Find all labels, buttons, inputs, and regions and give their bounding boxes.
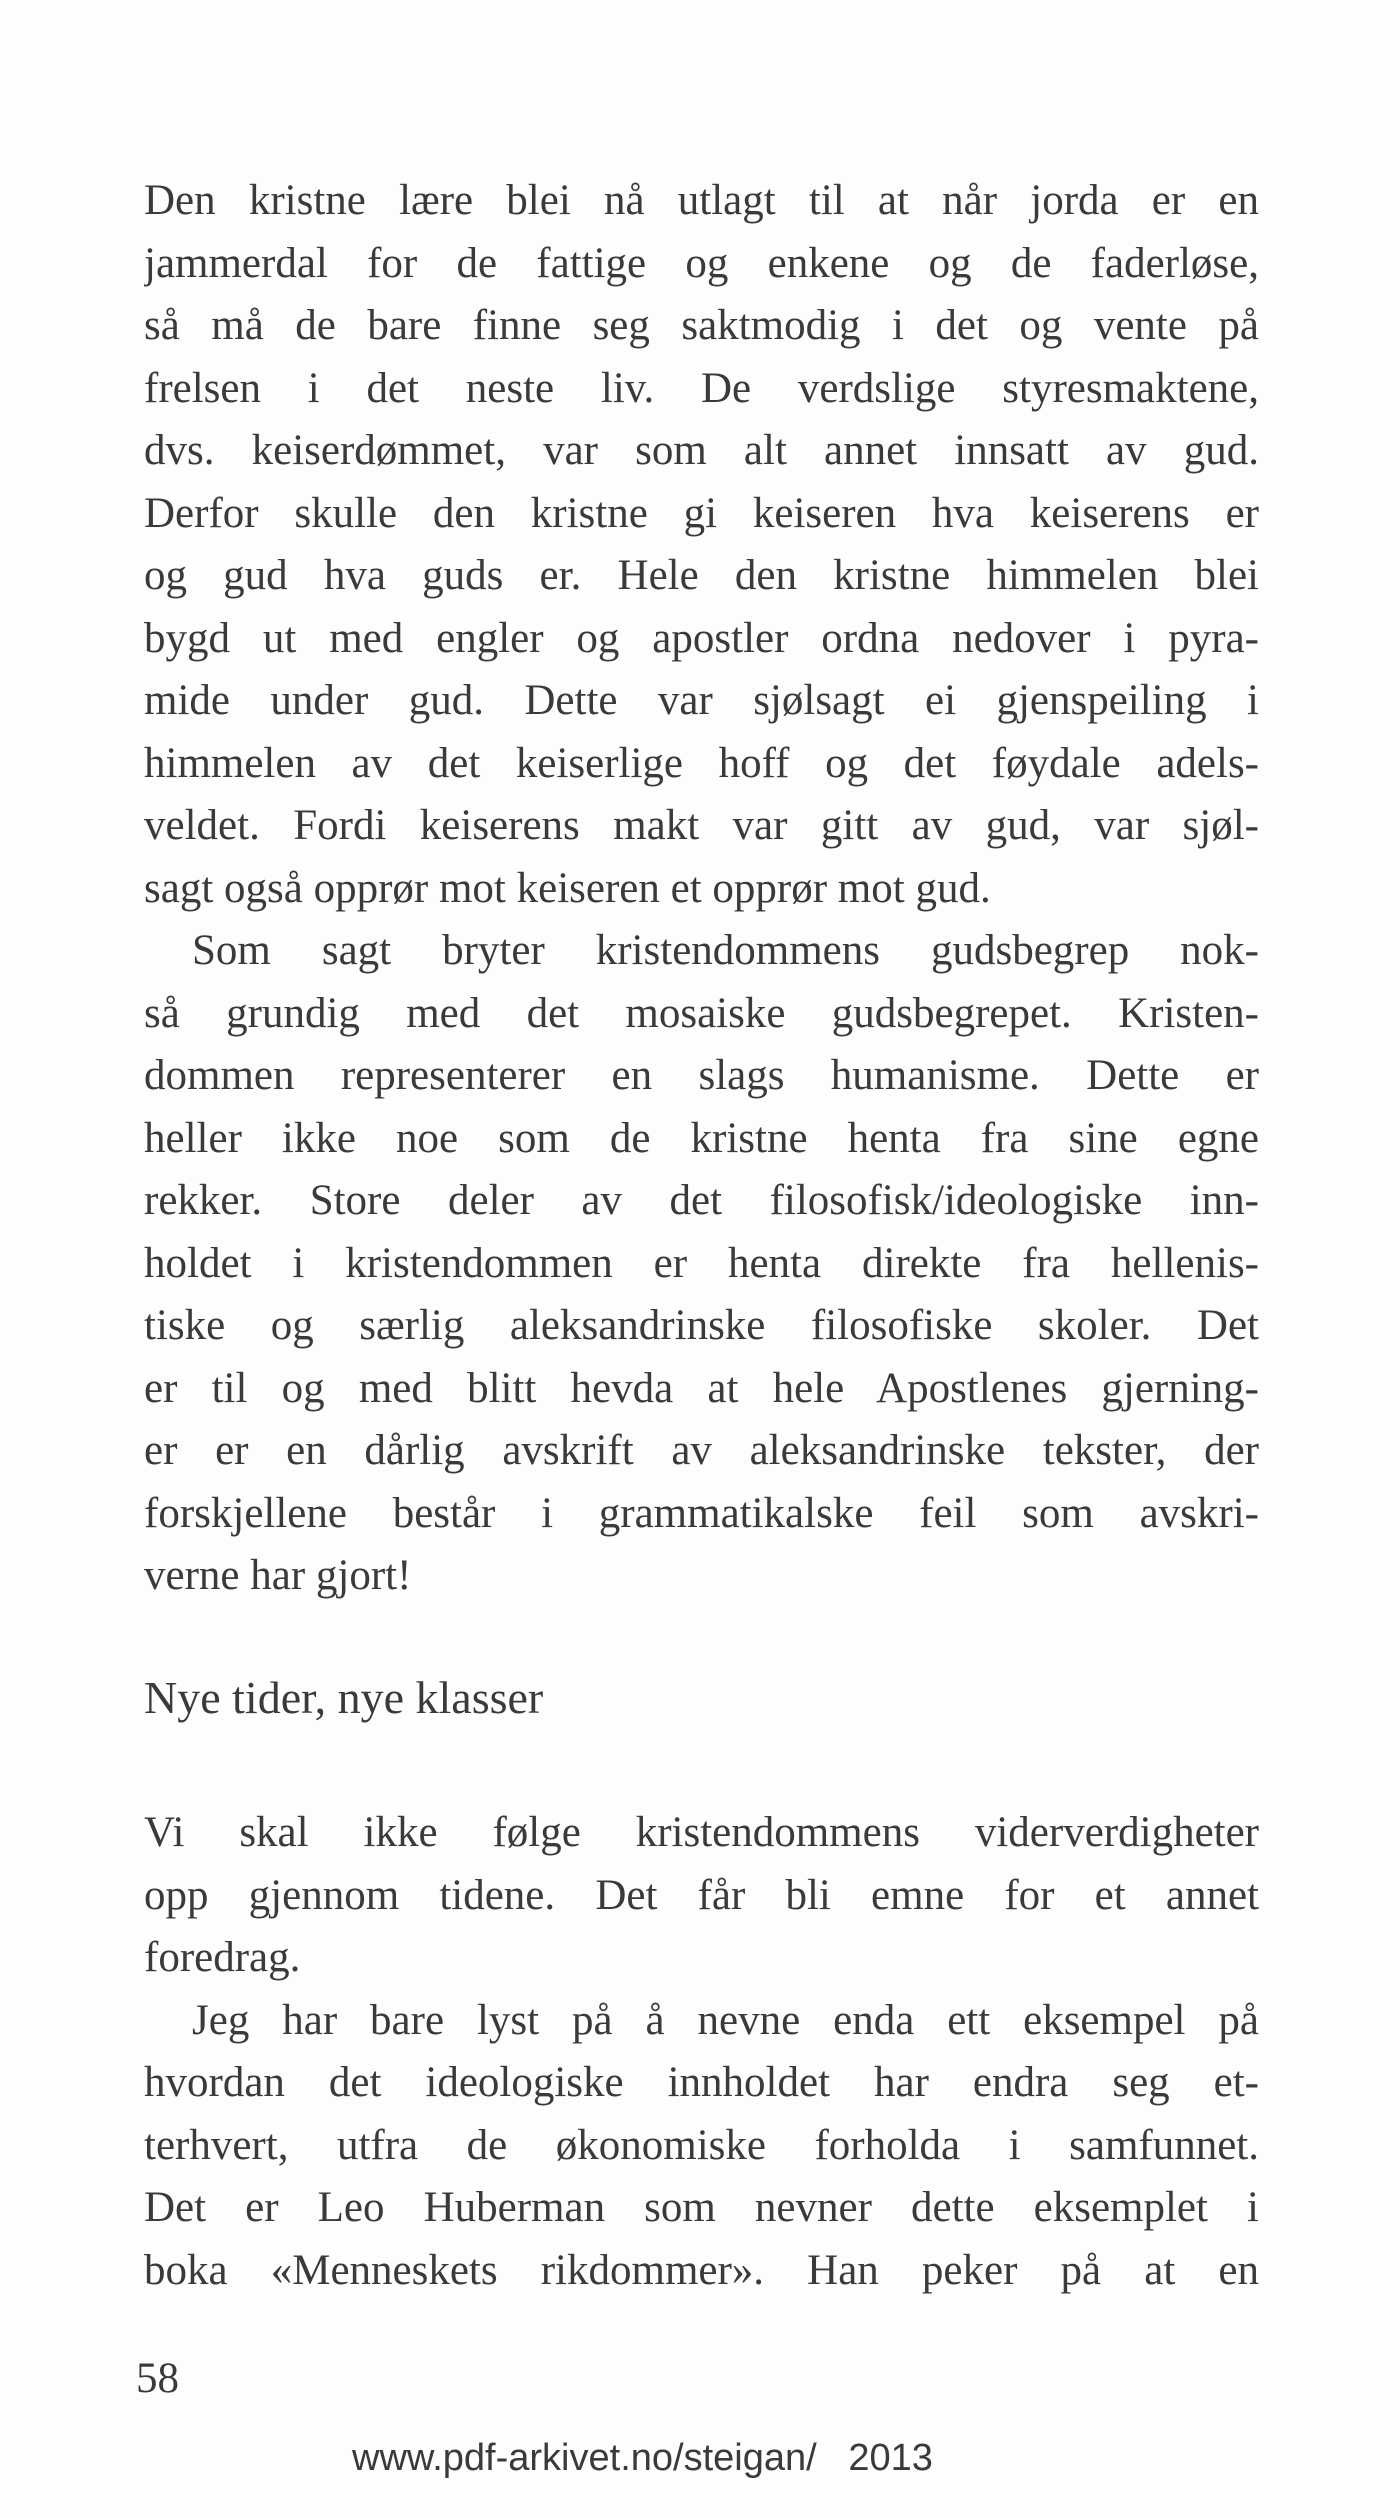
paragraph-4: [144, 1990, 1259, 2303]
footer-site-link[interactable]: www.pdf-arkivet.no/steigan/: [352, 2437, 817, 2479]
body-text: [144, 170, 1259, 1608]
footer-year: 2013: [848, 2437, 933, 2479]
text-line: frelsen i det neste liv. De verdslige styresmaktene,: [144, 364, 1259, 412]
text-line: opp gjennom tidene. Det får bli emne for et annet: [144, 1871, 1259, 1919]
text-line: så må de bare finne seg saktmodig i det og vente på: [144, 302, 1259, 349]
text-line: så grundig med det mosaiske gudsbegrepet. Kristen-: [144, 989, 1259, 1037]
text-line: hvordan det ideologiske innholdet har endra seg et-: [144, 2059, 1259, 2106]
section-heading: Nye tider, nye klasser: [144, 1672, 544, 1723]
text-line: Derfor skulle den kristne gi keiseren hva keiserens er: [144, 489, 1259, 537]
text-line: foredrag.: [144, 1934, 301, 1981]
paragraph-2: [144, 920, 1259, 1608]
text-line: verne har gjort!: [144, 1552, 412, 1599]
paragraph-3: [144, 1802, 1259, 1990]
text-line: er til og med blitt hevda at hele Apostlenes gjerning-: [144, 1364, 1259, 1412]
page-number: 58: [136, 2355, 179, 2402]
text-line: holdet i kristendommen er henta direkte fra hellenis-: [144, 1239, 1259, 1287]
footer: [352, 2436, 933, 2480]
text-line: tiske og særlig aleksandrinske filosofiske skoler. Det: [144, 1302, 1259, 1349]
text-line: Det er Leo Huberman som nevner dette eksemplet i: [144, 2184, 1259, 2231]
text-line: sagt også opprør mot keiseren et opprør mot gud.: [144, 864, 991, 912]
text-line: bygd ut med engler og apostler ordna nedover i pyra-: [144, 614, 1259, 662]
paragraph-1: [144, 170, 1259, 920]
text-line: mide under gud. Dette var sjølsagt ei gjenspeiling i: [144, 677, 1259, 724]
text-line: Den kristne lære blei nå utlagt til at når jorda er en: [144, 177, 1259, 224]
text-line: forskjellene består i grammatikalske feil som avskri-: [144, 1489, 1259, 1537]
text-line: jammerdal for de fattige og enkene og de faderløse,: [144, 239, 1259, 287]
text-line: veldet. Fordi keiserens makt var gitt av gud, var sjøl-: [144, 802, 1259, 849]
text-line: rekker. Store deler av det filosofisk/ideologiske inn-: [144, 1177, 1259, 1224]
text-line: heller ikke noe som de kristne henta fra sine egne: [144, 1114, 1259, 1162]
text-line: himmelen av det keiserlige hoff og det føydale adels-: [144, 739, 1259, 787]
text-line: terhvert, utfra de økonomiske forholda i samfunnet.: [144, 2121, 1259, 2169]
text-line: dommen representerer en slags humanisme. Dette er: [144, 1052, 1259, 1099]
text-line: Som sagt bryter kristendommens gudsbegrep nok-: [192, 927, 1259, 974]
text-line: dvs. keiserdømmet, var som alt annet innsatt av gud.: [144, 427, 1259, 474]
text-line: Vi skal ikke følge kristendommens viderverdigheter: [144, 1809, 1259, 1856]
text-line: boka «Menneskets rikdommer». Han peker på at en: [144, 2246, 1259, 2294]
text-line: Jeg har bare lyst på å nevne enda ett eksempel på: [192, 1996, 1259, 2044]
body-text-continued: [144, 1802, 1259, 2302]
footer-spacer: [817, 2437, 849, 2479]
text-line: og gud hva guds er. Hele den kristne himmelen blei: [144, 552, 1259, 599]
text-line: er er en dårlig avskrift av aleksandrinske tekster, der: [144, 1427, 1259, 1474]
